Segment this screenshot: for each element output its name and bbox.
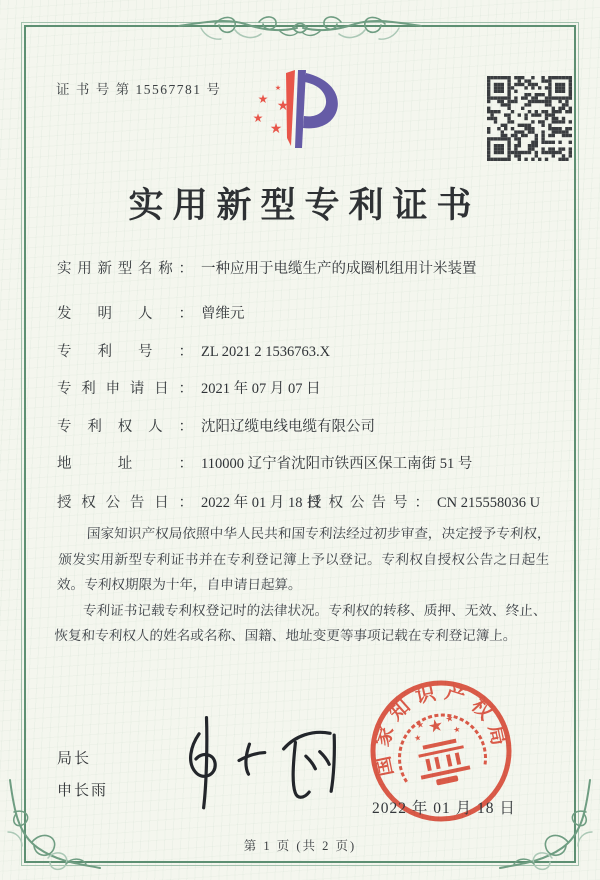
svg-text:★: ★	[269, 121, 283, 137]
field-value: 2021 年 07 月 07 日	[201, 381, 321, 397]
field-value: ZL 2021 2 1536763.X	[201, 344, 331, 360]
seal-national-emblem	[392, 707, 490, 792]
svg-text:★: ★	[426, 715, 446, 738]
director-title: 局长	[57, 751, 92, 767]
logo-stars	[253, 84, 290, 137]
field-label: 专利权人：	[57, 419, 193, 435]
svg-text:★: ★	[452, 724, 462, 735]
field-inventor	[57, 302, 560, 323]
grant-number-label: 授权公告号：	[307, 495, 429, 511]
field-label: 地址：	[57, 456, 193, 472]
field-value: 一种应用于电缆生产的成圈机组用计米装置	[201, 261, 477, 277]
cnipa-logo	[231, 66, 371, 168]
svg-text:★: ★	[444, 713, 455, 726]
field-value: 曾维元	[201, 306, 245, 322]
certificate-title: 实用新型专利证书	[128, 186, 481, 225]
field-utility-model-name	[57, 257, 560, 278]
field-filing-date	[57, 377, 560, 398]
certificate-number: 证 书 号 第 15567781 号	[56, 82, 222, 97]
legal-paragraph-1: 国家知识产权局依照中华人民共和国专利法经过初步审查，决定授予专利权，颁发实用新型专利证书并在专利登记簿上予以登记。专利权自授权公告之日起生效。专利权期限为十年，自申请日起算。	[56, 526, 552, 593]
field-label: 专利号：	[57, 344, 193, 360]
grant-date-label: 授权公告日：	[57, 495, 193, 511]
logo-purple-p	[303, 73, 338, 128]
field-grant-row	[57, 491, 560, 512]
field-patent-number	[57, 340, 560, 361]
director-printed-name: 申长雨	[57, 783, 109, 799]
svg-text:★: ★	[413, 732, 423, 744]
field-patentee	[57, 415, 560, 436]
legal-text-block	[54, 521, 552, 649]
svg-text:★: ★	[274, 84, 282, 92]
legal-paragraph-2: 专利证书记载专利权登记时的法律状况。专利权的转移、质押、无效、终止、恢复和专利权人的姓名或名称、国籍、地址变更等事项记载在专利登记簿上。	[53, 602, 548, 644]
director-signature	[136, 706, 369, 814]
field-label: 实用新型名称：	[57, 261, 193, 277]
seal-date: 2022 年 01 月 18 日	[372, 800, 516, 817]
svg-text:★: ★	[415, 720, 426, 732]
seal-agency-text: 国家知识产权局	[370, 680, 512, 779]
grant-number-group	[307, 491, 540, 512]
page-number: 第 1 页 (共 2 页)	[243, 839, 357, 853]
grant-date-value: 2022 年 01 月 18 日	[201, 495, 321, 511]
field-value: 沈阳辽缆电线电缆有限公司	[201, 419, 375, 435]
svg-text:★: ★	[252, 111, 264, 125]
field-value: 110000 辽宁省沈阳市铁西区保工南街 51 号	[201, 456, 473, 472]
field-label: 专利申请日：	[57, 381, 193, 397]
grant-number-value: CN 215558036 U	[437, 495, 541, 511]
qr-code	[487, 76, 572, 161]
field-address	[57, 452, 560, 473]
svg-text:★: ★	[276, 98, 290, 114]
field-label: 发明人：	[57, 306, 193, 322]
svg-text:★: ★	[257, 92, 269, 106]
